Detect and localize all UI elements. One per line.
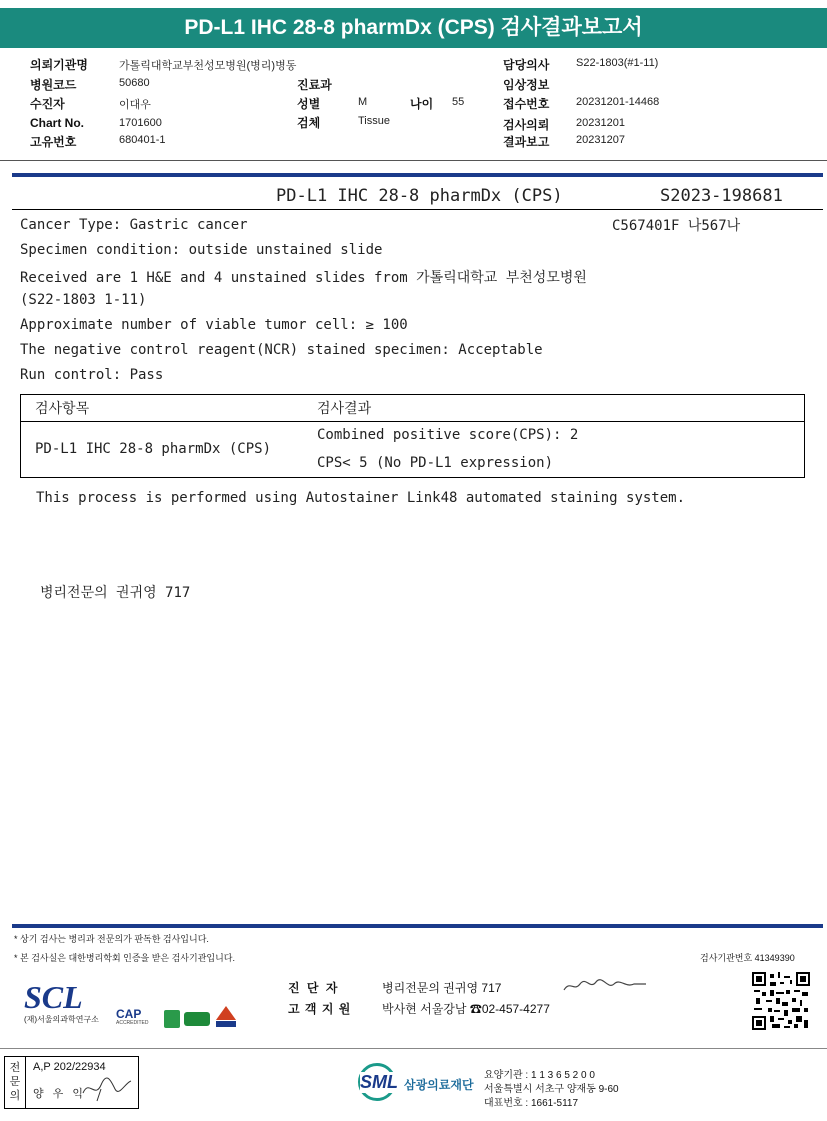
specimen-value: Tissue	[358, 115, 390, 127]
accreditation-logo-icon	[216, 1006, 236, 1028]
receipt-no-value: 20231201-14468	[576, 96, 660, 108]
specialist-stamp	[4, 1056, 139, 1109]
chart-no-label: Chart No.	[30, 116, 84, 130]
care-institution-no: 요양기관 : 1 1 3 6 5 2 0 0	[484, 1070, 595, 1081]
cap-logo-sub: ACCREDITED	[116, 1020, 149, 1026]
hospital-label: 의뢰기관명	[30, 58, 88, 72]
unique-no-value: 680401-1	[119, 134, 166, 146]
age-value: 55	[452, 96, 465, 108]
cap-logo-text: CAP	[116, 1007, 142, 1021]
sml-logo	[358, 1063, 478, 1103]
footer-divider	[12, 924, 823, 928]
result-table	[20, 394, 805, 478]
pathologist-signature-icon	[562, 976, 652, 996]
consult-value: 박사현 서울강남 ☎02-457-4277	[382, 1002, 550, 1016]
diagnosis-label: 진 단 자	[288, 981, 340, 995]
certification-logo-icon	[164, 1010, 180, 1028]
hospital-code-value: 50680	[119, 77, 150, 89]
scl-name: (재)서울의과학연구소	[24, 1015, 99, 1024]
table-result-cps: Combined positive score(CPS): 2	[317, 427, 579, 443]
line-ncr: The negative control reagent(NCR) stained specimen: Acceptable	[20, 342, 543, 358]
kola-logo-icon	[184, 1012, 210, 1026]
report-date-label: 결과보고	[503, 135, 550, 149]
report-date-value: 20231207	[576, 134, 625, 146]
line-specimen-condition: Specimen condition: outside unstained slide	[20, 242, 383, 258]
cap-logo	[116, 1008, 160, 1028]
sml-logo-text: SML	[360, 1072, 398, 1092]
footer-notice-2: * 본 검사실은 대한병리학회 인증을 받은 검사기관입니다.	[14, 953, 235, 963]
heading-underline	[12, 209, 823, 210]
doctor-value: S22-1803(#1-11)	[576, 57, 659, 69]
qr-code-icon	[752, 972, 810, 1030]
scl-logo-text: SCL	[24, 979, 83, 1015]
doctor-label: 담당의사	[503, 58, 550, 72]
footer-notice-1: * 상기 검사는 병리과 전문의가 판독한 검사입니다.	[14, 934, 209, 944]
consult-label: 고 객 지 원	[288, 1002, 352, 1016]
age-label: 나이	[410, 97, 434, 111]
table-result-interpretation: CPS< 5 (No PD-L1 expression)	[317, 455, 554, 471]
table-header-divider	[21, 421, 804, 422]
header-info	[0, 52, 827, 152]
process-note: This process is performed using Autostainer Link48 automated staining system.	[36, 490, 686, 506]
report-title: PD-L1 IHC 28-8 pharmDx (CPS) 검사결과보고서	[0, 8, 827, 48]
line-case-no: (S22-1803 1-11)	[20, 292, 147, 308]
stamp-signature-icon	[79, 1075, 135, 1103]
reference-code: C567401F 나567나	[612, 218, 741, 234]
clinical-info-label: 임상정보	[503, 78, 550, 92]
diagnosis-value: 병리전문의 권귀영 717	[382, 981, 502, 995]
table-item-value: PD-L1 IHC 28-8 pharmDx (CPS)	[35, 441, 272, 457]
sex-label: 성별	[297, 97, 321, 111]
unique-no-label: 고유번호	[30, 135, 77, 149]
stamp-side-label: 전문의	[9, 1062, 21, 1102]
institution-number: 검사기관번호 41349390	[700, 953, 795, 963]
request-date-value: 20231201	[576, 117, 625, 129]
hospital-value: 가톨릭대학교부천성모병원(병리)병동	[119, 60, 297, 72]
main-phone: 대표번호 : 1661-5117	[484, 1098, 579, 1109]
line-received: Received are 1 H&E and 4 unstained slides from 가톨릭대학교 부천성모병원	[20, 270, 587, 286]
table-head-result: 검사결과	[317, 401, 372, 417]
report-number: S2023-198681	[660, 186, 783, 206]
footer-bottom-divider	[0, 1048, 827, 1049]
table-head-item: 검사항목	[35, 401, 90, 417]
dept-label: 진료과	[297, 78, 332, 92]
stamp-name: 양 우 익	[33, 1088, 86, 1100]
receipt-no-label: 접수번호	[503, 97, 550, 111]
address: 서울특별시 서초구 양재동 9-60	[484, 1084, 619, 1095]
line-tumor-cell: Approximate number of viable tumor cell: ≥ 100	[20, 317, 408, 333]
patient-label: 수진자	[30, 97, 65, 111]
pathologist-signature-line: 병리전문의 권귀영 717	[40, 585, 191, 601]
header-divider	[0, 160, 827, 161]
chart-no-value: 1701600	[119, 117, 162, 129]
sex-value: M	[358, 96, 368, 108]
section-divider	[12, 173, 823, 177]
hospital-code-label: 병원코드	[30, 78, 77, 92]
test-name-heading: PD-L1 IHC 28-8 pharmDx (CPS)	[276, 186, 563, 206]
request-date-label: 검사의뢰	[503, 118, 550, 132]
stamp-side-divider	[25, 1057, 26, 1108]
specimen-label: 검체	[297, 116, 321, 130]
line-cancer-type: Cancer Type: Gastric cancer	[20, 217, 248, 233]
sml-name: 삼광의료재단	[404, 1078, 474, 1092]
patient-value: 이대우	[119, 99, 151, 111]
stamp-license: A,P 202/22934	[33, 1061, 106, 1073]
line-run-control: Run control: Pass	[20, 367, 164, 383]
scl-logo	[24, 980, 104, 1030]
